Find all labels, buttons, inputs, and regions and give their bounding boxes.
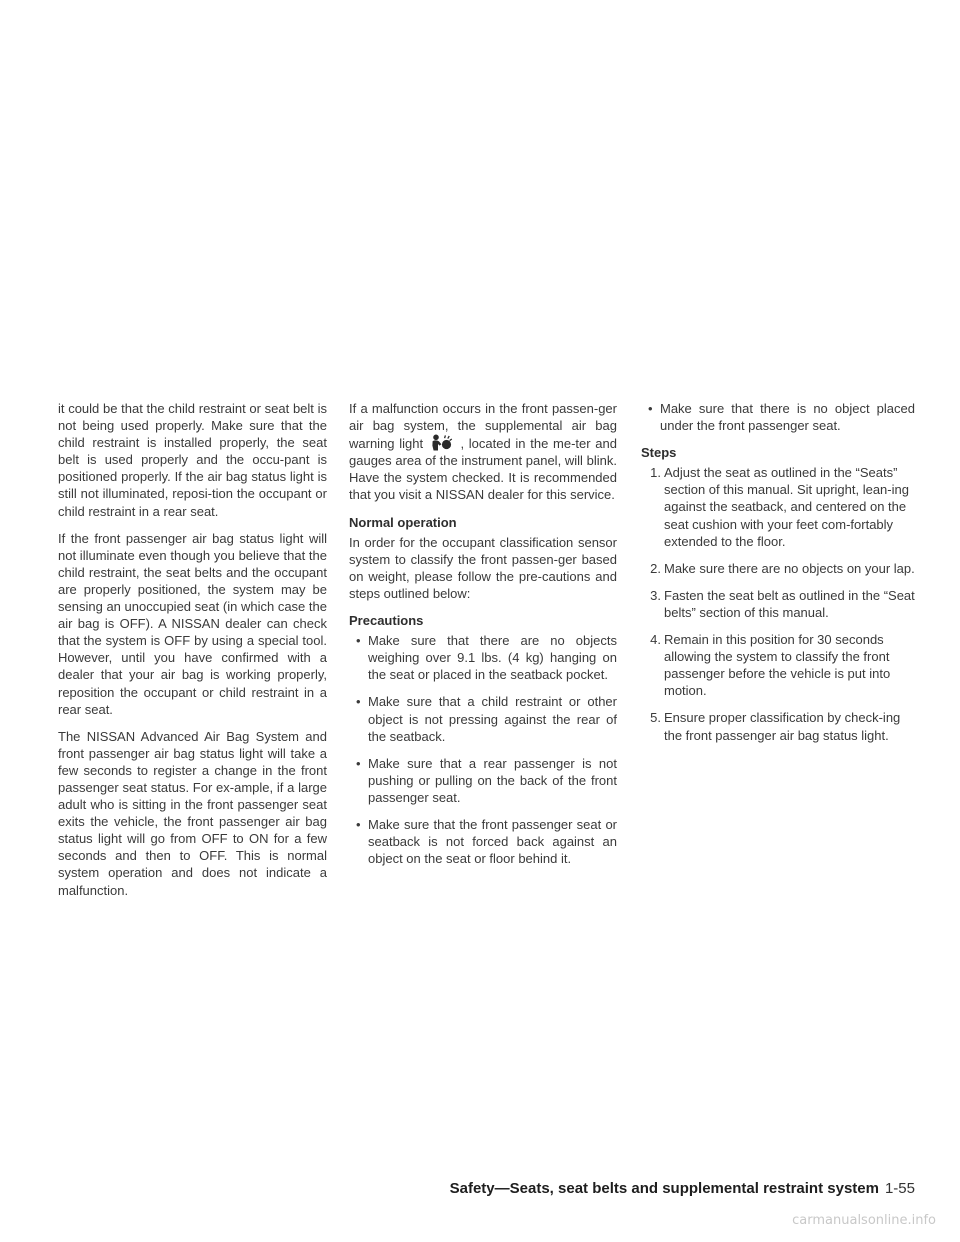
step-item: [641, 709, 915, 743]
step-item: [641, 464, 915, 549]
column-right: [641, 400, 915, 754]
list-item: • Make sure that the front passenger seat or seatback is not forced back against an object on the seat or floor behind it.: [349, 816, 617, 867]
step-text: Make sure there are no objects on your lap.: [664, 560, 915, 576]
step-item: [641, 560, 915, 577]
paragraph: If the front passenger air bag status light will not illuminate even though you believe that the child restraint, the seat belts and the occupant are properly positioned, the system may be sensing an unoccupied seat (in which case the air bag is OFF). A NISSAN dealer can check that the system is OFF by using a special tool. However, until you have confirmed with a dealer that your air bag is working properly, reposition the occupant or child restraint in a rear seat.: [58, 530, 327, 717]
step-number: 1.: [650, 465, 661, 481]
page-footer: [0, 1180, 915, 1197]
step-number: 4.: [650, 632, 661, 648]
step-number: 5.: [650, 710, 661, 726]
step-item: [641, 631, 915, 699]
list-item: • Make sure that there is no object placed under the front passenger seat.: [641, 400, 915, 434]
list-item: • Make sure that a rear passenger is not pushing or pulling on the back of the front passenger seat.: [349, 755, 617, 806]
airbag-warning-icon: [428, 434, 454, 451]
section-title: Safety—Seats, seat belts and supplemental restraint system: [449, 1180, 879, 1197]
paragraph: it could be that the child restraint or seat belt is not being used properly. Make sure that the child restraint is installed properly, the seat belt is used properly and the occu-pant is positioned properly. If the air bag status light is still not illuminated, reposi-tion the occupant or child restraint in a rear seat.: [58, 401, 327, 519]
step-text: Ensure proper classification by check-ing the front passenger air bag status light.: [664, 710, 901, 743]
text-fragment: If a malfunction occurs in the front passen-ger air bag system, the supplemental air bag warning light: [349, 401, 617, 452]
paragraph: [349, 400, 617, 504]
step-number: 3.: [650, 587, 661, 603]
column-left: [58, 400, 327, 909]
list-item: • Make sure that there are no objects weighing over 9.1 lbs. (4 kg) hanging on the seat or placed in the seatback pocket.: [349, 632, 617, 683]
step-text: Fasten the seat belt as outlined in the “Seat belts” section of this manual.: [664, 587, 915, 620]
text-fragment: , located in the me-ter and gauges area of the instrument panel, will blink. Have the system checked. It is recommended that you visit a NISSAN dealer for this service.: [349, 436, 617, 503]
paragraph: The NISSAN Advanced Air Bag System and front passenger air bag status light will take a few seconds to register a change in the front passenger seat status. For ex-ample, if a large adult who is sitting in the front passenger seat exits the vehicle, the front passenger air bag status light will go from OFF to ON for a few seconds and then to OFF. This is normal system operation and does not indicate a malfunction.: [58, 728, 327, 898]
section-heading-normal-operation: Normal operation: [349, 514, 457, 530]
section-heading-precautions: Precautions: [349, 613, 424, 629]
page-number: 1-55: [884, 1180, 915, 1197]
watermark: carmanualsonline.info: [792, 1213, 936, 1228]
step-text: Adjust the seat as outlined in the “Seats” section of this manual. Sit upright, lean-ing against the seatback, and centered on the seat cushion with your feet com-fortably extended to the floor.: [664, 465, 909, 549]
step-item: [641, 587, 915, 621]
list-item: • Make sure that a child restraint or other object is not pressing against the rear of the seatback.: [349, 693, 617, 744]
step-text: Remain in this position for 30 seconds allowing the system to classify the front passenger before the vehicle is put into motion.: [664, 632, 891, 699]
column-middle: [349, 400, 617, 877]
paragraph: In order for the occupant classification sensor system to classify the front passen-ger based on weight, please follow the pre-cautions and steps outlined below:: [349, 534, 617, 601]
step-number: 2.: [650, 560, 661, 576]
section-heading-steps: Steps: [641, 445, 677, 461]
